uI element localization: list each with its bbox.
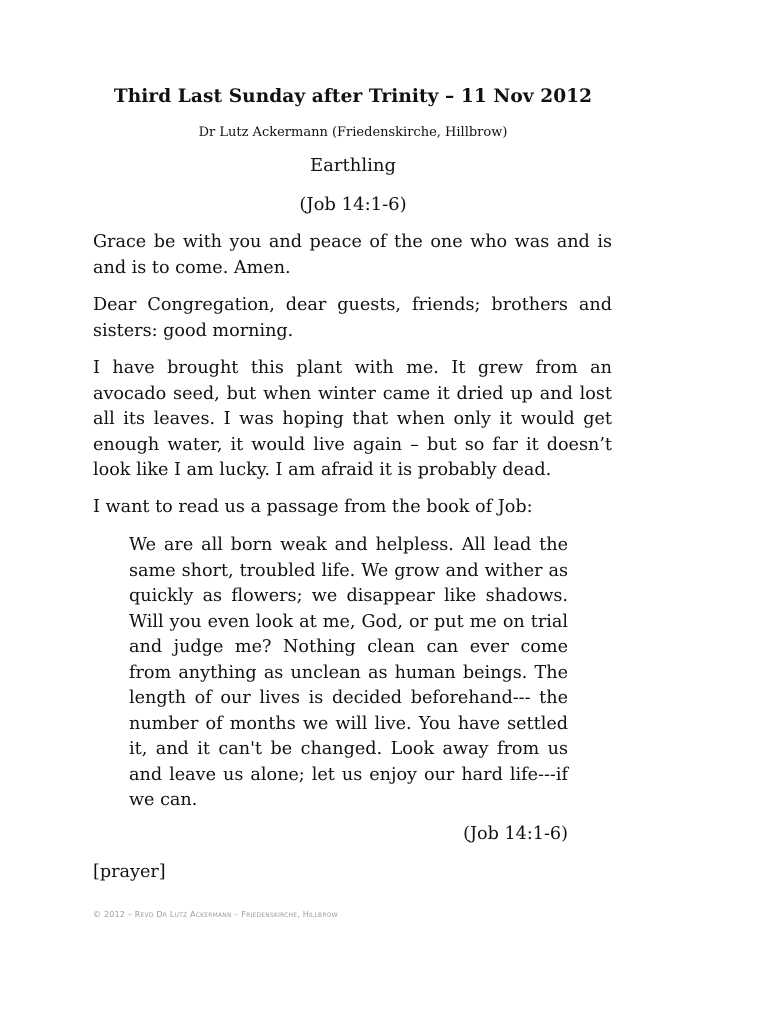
document-title: Third Last Sunday after Trinity – 11 Nov 2012 xyxy=(113,86,593,107)
paragraph-salutation: Dear Congregation, dear guests, friends; brothers and sisters: good morning. xyxy=(93,295,612,341)
prayer-marker: [prayer] xyxy=(93,862,166,882)
scripture-reference: (Job 14:1-6) xyxy=(299,194,407,215)
paragraph-plant: I have brought this plant with me. It grew from an avocado seed, but when winter came it dried up and lost all its leaves. I was hoping that when only it would get enough water, it would live again – but so far it doesn’t look like I am lucky. I am afraid it is probably dead. xyxy=(93,358,612,480)
sermon-title: Earthling xyxy=(310,155,396,176)
paragraph-greeting: Grace be with you and peace of the one who was and is and is to come. Amen. xyxy=(93,232,612,278)
block-quote: We are all born weak and helpless. All lead the same short, troubled life. We grow and wither as quickly as flowers; we disappear like shadows. Will you even look at me, God, or put me on trial and judge me? Nothing clean can ever come from anything as unclean as human beings. The length of our lives is decided beforehand--- the number of months we will live. You have settled it, and it can't be changed. Look away from us and leave us alone; let us enjoy our hard life---if we can. xyxy=(129,535,568,810)
author-line: Dr Lutz Ackermann (Friedenskirche, Hillbrow) xyxy=(198,125,508,140)
quote-reference: (Job 14:1-6) xyxy=(463,824,568,844)
copyright-footer: © 2012 – Revd Dr Lutz Ackermann – Friedenskirche, Hillbrow xyxy=(93,910,338,919)
paragraph-intro-reading: I want to read us a passage from the book of Job: xyxy=(93,497,533,517)
